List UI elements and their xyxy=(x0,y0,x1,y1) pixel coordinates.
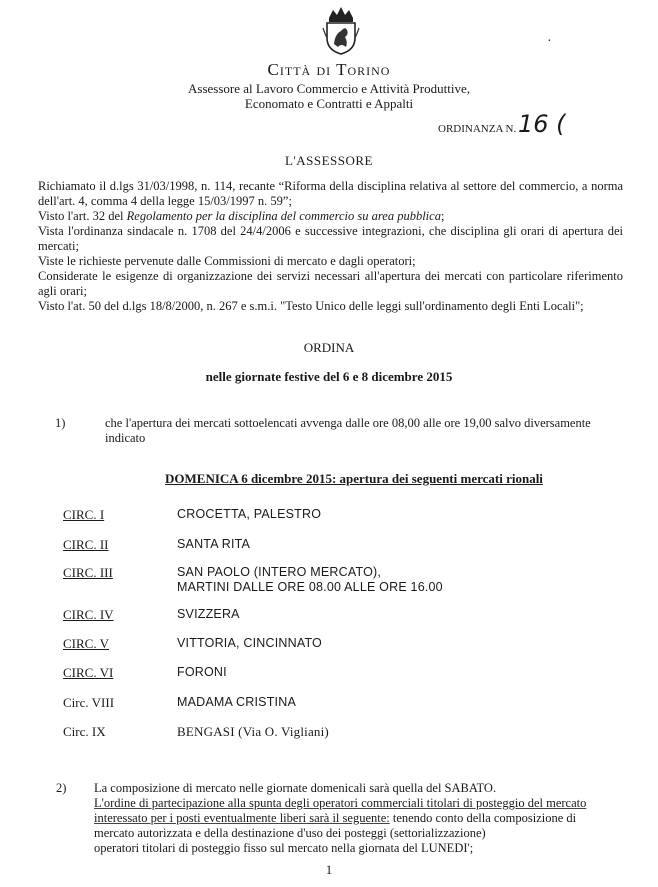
circ-label: CIRC. VI xyxy=(63,665,114,680)
ordina-heading: ORDINA xyxy=(303,340,355,355)
market-name: BENGASI (Via O. Vigliani) xyxy=(177,724,329,739)
circ-label: Circ. VIII xyxy=(63,695,115,710)
circ-label: CIRC. II xyxy=(63,537,109,552)
circ-label: CIRC. IV xyxy=(63,607,114,622)
coat-of-arms-logo xyxy=(321,4,361,56)
circ-label: Circ. IX xyxy=(63,724,106,739)
market-name: VITTORIA, CINCINNATO xyxy=(177,636,322,650)
market-name: SVIZZERA xyxy=(177,607,240,621)
preamble-paragraph: Visto l'at. 50 del d.lgs 18/8/2000, n. 267 e s.m.i. "Testo Unico delle leggi sull'ordinamento degli Enti Locali"; xyxy=(38,299,584,313)
ordinanza-number-handwritten: 16 ( xyxy=(518,110,566,138)
preamble-paragraph xyxy=(38,209,623,224)
festive-dates: nelle giornate festive del 6 e 8 dicembre 2015 xyxy=(205,369,453,384)
preamble xyxy=(38,179,623,314)
circ-label: CIRC. III xyxy=(63,565,113,580)
item-line: operatori titolari di posteggio fisso sul mercato nella giornata del LUNEDI'; xyxy=(94,841,474,855)
preamble-text: ; xyxy=(440,209,445,223)
city-title: Città di Torino xyxy=(267,60,391,79)
item-line-underlined: L'ordine di partecipazione alla spunta degli operatori commerciali titolari di posteggio del mercato xyxy=(94,796,587,810)
page-number: 1 xyxy=(325,862,333,877)
preamble-paragraph: Richiamato il d.lgs 31/03/1998, n. 114, recante “Riforma della disciplina relativa al settore del commercio, a norma dell'art. 4, comma 4 della legge 15/03/1997 n. 59”; xyxy=(38,179,623,208)
department-line-1: Assessore al Lavoro Commercio e Attività Produttive, xyxy=(188,81,470,96)
item-text: che l'apertura dei mercati sottoelencati avvenga dalle ore 08,00 alle ore 19,00 salvo diversamente indicato xyxy=(105,416,591,445)
market-name: SAN PAOLO (INTERO MERCATO), xyxy=(177,565,382,579)
market-name: FORONI xyxy=(177,665,227,679)
domenica-heading: DOMENICA 6 dicembre 2015: apertura dei seguenti mercati rionali xyxy=(165,471,543,486)
assessore-heading: L'ASSESSORE xyxy=(284,153,374,168)
item-text: tenendo conto della composizione di xyxy=(389,811,577,825)
ordinanza-label: ORDINANZA N. xyxy=(438,123,517,135)
preamble-paragraph: Viste le richieste pervenute dalle Commissioni di mercato e dagli operatori; xyxy=(38,254,416,268)
regolamento-title: Regolamento per la disciplina del commercio su area pubblica xyxy=(126,209,441,223)
market-name: MARTINI DALLE ORE 08.00 ALLE ORE 16.00 xyxy=(177,580,443,594)
underlined-text: interessato per i posti eventualmente liberi sarà il seguente: xyxy=(94,811,390,825)
circ-label: CIRC. I xyxy=(63,507,105,522)
margin-mark: · xyxy=(547,34,552,49)
item-number: 2) xyxy=(56,781,67,795)
item-line xyxy=(94,811,629,826)
item-line: La composizione di mercato nelle giornate domenicali sarà quella del SABATO. xyxy=(94,781,497,795)
preamble-text: Visto l'art. 32 del xyxy=(38,209,127,223)
item-line: mercato autorizzata e della destinazione d'uso dei posteggi (settorializzazione) xyxy=(94,826,486,840)
item-number: 1) xyxy=(55,416,66,430)
circ-label: CIRC. V xyxy=(63,636,109,651)
market-name: MADAMA CRISTINA xyxy=(177,695,296,709)
preamble-paragraph: Considerate le esigenze di organizzazione dei servizi necessari all'apertura dei mercati con particolare riferimento agli orari; xyxy=(38,269,623,298)
market-name: SANTA RITA xyxy=(177,537,251,551)
market-name: CROCETTA, PALESTRO xyxy=(177,507,322,521)
preamble-paragraph: Vista l'ordinanza sindacale n. 1708 del 24/4/2006 e successive integrazioni, che disciplina gli orari di apertura dei mercati; xyxy=(38,224,623,253)
department-line-2: Economato e Contratti e Appalti xyxy=(244,96,414,111)
